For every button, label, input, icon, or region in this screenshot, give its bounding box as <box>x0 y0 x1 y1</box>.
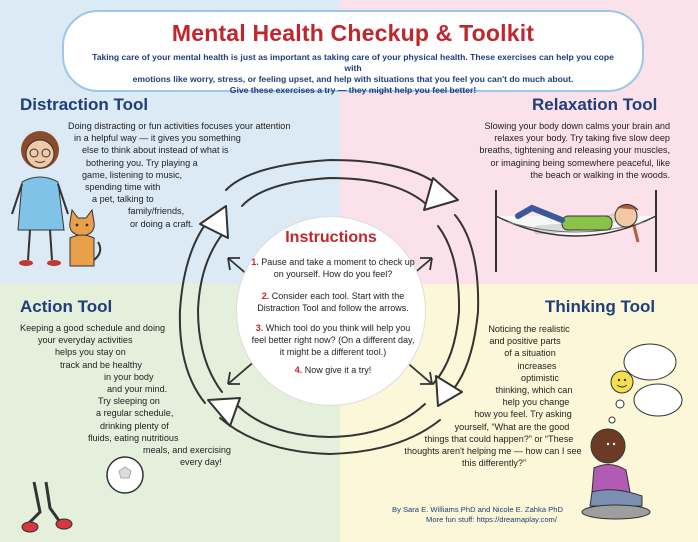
text-line: yourself, “What are the good <box>454 421 570 432</box>
text-line: relaxes your body. Try taking five slow deep <box>494 133 670 144</box>
text-line: of a situation <box>504 348 556 359</box>
text-line: thinking, which can <box>495 385 573 396</box>
text-line: meals, and exercising <box>143 445 231 456</box>
text-line: a regular schedule, <box>96 408 174 419</box>
text-line: in a helpful way — it gives you something <box>74 133 241 144</box>
hammock-illustration <box>488 186 678 276</box>
text-line: increases <box>517 360 557 371</box>
text-line: fluids, eating nutritious <box>88 432 179 443</box>
thinking-tool-title: Thinking Tool <box>545 297 656 316</box>
ball-illustration <box>105 455 145 495</box>
instruction-step <box>251 291 415 315</box>
text-line: bothering you. Try playing a <box>86 157 198 168</box>
step-text: Now give it a try! <box>304 365 372 375</box>
instruction-step <box>251 365 415 377</box>
instructions-circle <box>236 216 426 406</box>
credits-link[interactable]: More fun stuff: https://dreamaplay.com/ <box>426 515 557 524</box>
text-line: optimistic <box>521 372 559 383</box>
text-line: your everyday activities <box>38 335 133 346</box>
subtitle-line: Give these exercises a try — they might help you feel better! <box>229 85 477 95</box>
subtitle-line: emotions like worry, stress, or feeling upset, and help with situations that you feel you can't do much about. <box>132 74 574 84</box>
text-line: and your mind. <box>107 384 168 395</box>
text-line: Slowing your body down calms your brain and <box>484 121 670 131</box>
text-line: or imagining being somewhere peaceful, like <box>490 157 670 168</box>
relaxation-tool-title: Relaxation Tool <box>532 95 658 114</box>
action-tool-text <box>0 322 240 468</box>
relaxation-tool-text <box>440 120 670 181</box>
text-line: or doing a craft. <box>130 218 194 229</box>
text-line: Noticing the realistic <box>488 324 570 334</box>
text-line: and positive parts <box>489 336 561 347</box>
step-number: 2. <box>261 291 270 301</box>
step-text: Which tool do you think will help you feel better right now? (On a different day, it might be a different tool.) <box>251 323 415 357</box>
action-tool-title: Action Tool <box>20 297 113 316</box>
runner-illustration <box>24 478 74 538</box>
step-number: 1. <box>251 257 259 267</box>
cat-illustration <box>62 208 102 272</box>
subtitle-line: Taking care of your mental health is just as important as taking care of your physical health. These exercises can help you cope with <box>92 52 614 73</box>
step-number: 3. <box>255 323 264 333</box>
text-line: family/friends, <box>128 206 185 217</box>
text-line: things that could happen?” or “These <box>424 433 574 444</box>
text-line: the beach or walking in the woods. <box>530 169 670 180</box>
instructions-title: Instructions <box>285 229 377 246</box>
text-line: a pet, talking to <box>92 194 154 205</box>
credits-authors: By Sara E. Williams PhD and Nicole E. Zahka PhD <box>392 505 563 514</box>
step-number: 4. <box>294 365 303 375</box>
instruction-step <box>251 257 415 281</box>
text-line: Try sleeping on <box>98 396 160 407</box>
text-line: else to think about instead of what is <box>82 145 229 156</box>
instruction-step <box>251 323 415 358</box>
text-line: how you feel. Try asking <box>474 409 572 420</box>
text-line: game, listening to music, <box>82 169 183 180</box>
text-line: this differently?” <box>461 458 527 469</box>
text-line: breaths, tightening and releasing your muscles, <box>479 145 670 156</box>
text-line: every day! <box>180 457 222 468</box>
text-line: thoughts aren't helping me — how can I see <box>404 446 582 457</box>
text-line: Keeping a good schedule and doing <box>20 323 166 333</box>
text-line: Doing distracting or fun activities focuses your attention <box>68 121 291 131</box>
text-line: drinking plenty of <box>100 420 169 431</box>
text-line: in your body <box>104 371 154 382</box>
text-line: spending time with <box>85 182 161 193</box>
thinking-kid-illustration <box>580 340 690 520</box>
page-title: Mental Health Checkup & Toolkit <box>171 20 535 46</box>
text-line: help you change <box>502 397 570 408</box>
distraction-tool-title: Distraction Tool <box>20 95 149 114</box>
text-line: track and be healthy <box>60 359 142 370</box>
text-line: helps you stay on <box>55 347 126 358</box>
arrow-head-tr <box>424 178 458 210</box>
step-text: Pause and take a moment to check up on yourself. How do you feel? <box>261 257 415 279</box>
credits <box>392 505 563 525</box>
step-text: Consider each tool. Start with the Distraction Tool and follow the arrows. <box>257 291 409 313</box>
